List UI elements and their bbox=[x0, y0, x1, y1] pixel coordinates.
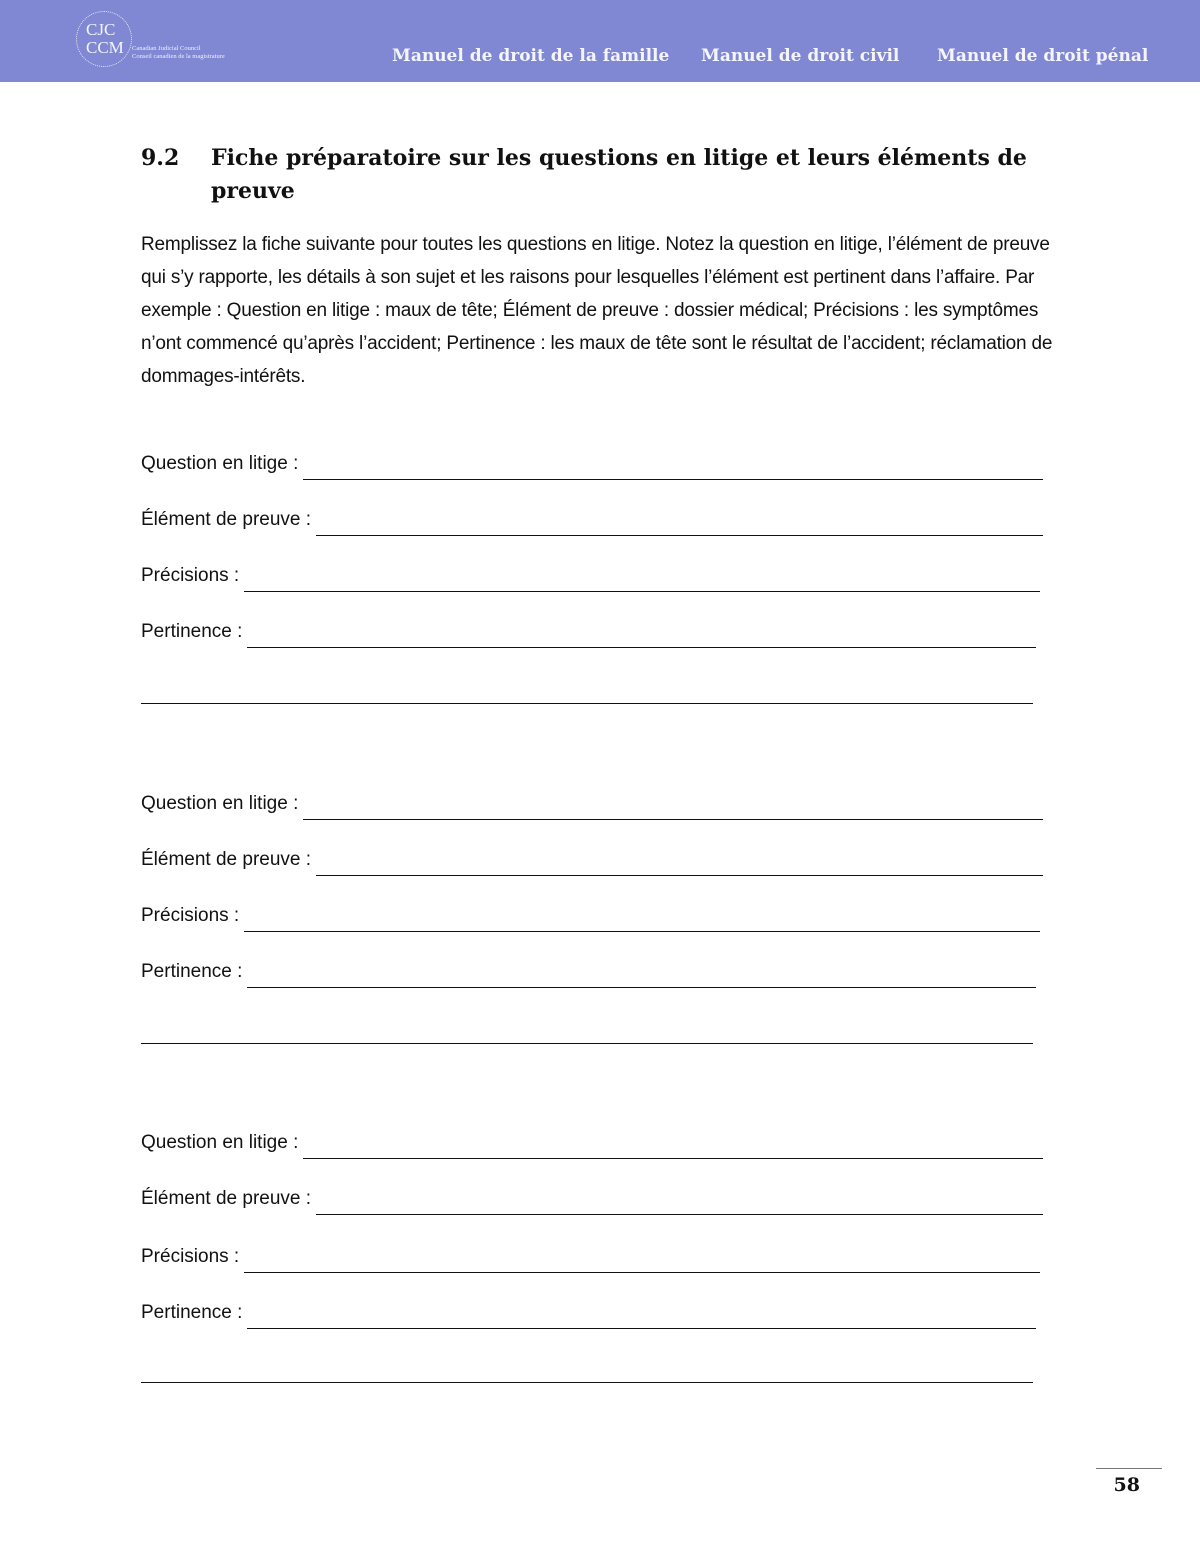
details-field-3[interactable] bbox=[141, 1239, 1040, 1273]
page-number: 58 bbox=[1113, 1474, 1140, 1496]
details-blank-line[interactable] bbox=[244, 563, 1040, 592]
relevance-label: Pertinence : bbox=[141, 1302, 243, 1323]
logo-name-en: Canadian Judicial Council bbox=[132, 45, 201, 52]
issue-blank-line[interactable] bbox=[303, 1130, 1043, 1159]
details-field-2[interactable] bbox=[141, 898, 1040, 932]
evidence-blank-line[interactable] bbox=[316, 1186, 1043, 1215]
relevance-field-3[interactable] bbox=[141, 1295, 1036, 1329]
cjc-logo bbox=[76, 11, 296, 71]
relevance-continuation-line-1[interactable] bbox=[141, 703, 1033, 704]
nav-link-criminal-law[interactable]: Manuel de droit pénal bbox=[937, 46, 1149, 66]
details-label: Précisions : bbox=[141, 1246, 240, 1267]
issue-field-3[interactable] bbox=[141, 1125, 1043, 1159]
relevance-continuation-line-3[interactable] bbox=[141, 1382, 1033, 1383]
issue-blank-line[interactable] bbox=[303, 451, 1043, 480]
evidence-label: Élément de preuve : bbox=[141, 509, 312, 530]
footer-rule bbox=[1096, 1468, 1162, 1469]
evidence-label: Élément de preuve : bbox=[141, 849, 312, 870]
relevance-blank-line[interactable] bbox=[247, 1300, 1036, 1329]
evidence-blank-line[interactable] bbox=[316, 847, 1043, 876]
issue-label: Question en litige : bbox=[141, 453, 299, 474]
details-label: Précisions : bbox=[141, 565, 240, 586]
details-label: Précisions : bbox=[141, 905, 240, 926]
section-title: Fiche préparatoire sur les questions en litige et leurs éléments de preuve bbox=[211, 145, 1027, 204]
issue-label: Question en litige : bbox=[141, 793, 299, 814]
logo-names bbox=[132, 45, 225, 61]
logo-name-fr: Conseil canadien de la magistrature bbox=[132, 53, 225, 60]
page-header bbox=[0, 0, 1200, 82]
issue-blank-line[interactable] bbox=[303, 791, 1043, 820]
relevance-label: Pertinence : bbox=[141, 621, 243, 642]
logo-abbr-en: CJC bbox=[86, 20, 116, 39]
issue-field-1[interactable] bbox=[141, 446, 1043, 480]
logo-abbr-fr: CCM bbox=[86, 38, 124, 57]
nav-link-civil-law[interactable]: Manuel de droit civil bbox=[701, 46, 900, 66]
relevance-label: Pertinence : bbox=[141, 961, 243, 982]
details-field-1[interactable] bbox=[141, 558, 1040, 592]
evidence-field-3[interactable] bbox=[141, 1181, 1043, 1215]
nav-link-family-law[interactable]: Manuel de droit de la famille bbox=[392, 46, 670, 66]
evidence-blank-line[interactable] bbox=[316, 507, 1043, 536]
relevance-continuation-line-2[interactable] bbox=[141, 1043, 1033, 1044]
details-blank-line[interactable] bbox=[244, 1244, 1040, 1273]
issue-field-2[interactable] bbox=[141, 786, 1043, 820]
evidence-field-2[interactable] bbox=[141, 842, 1043, 876]
logo-abbreviations bbox=[86, 21, 124, 57]
evidence-label: Élément de preuve : bbox=[141, 1188, 312, 1209]
relevance-field-1[interactable] bbox=[141, 614, 1036, 648]
details-blank-line[interactable] bbox=[244, 903, 1040, 932]
relevance-field-2[interactable] bbox=[141, 954, 1036, 988]
relevance-blank-line[interactable] bbox=[247, 619, 1036, 648]
relevance-blank-line[interactable] bbox=[247, 959, 1036, 988]
section-number: 9.2 bbox=[141, 145, 180, 171]
intro-paragraph: Remplissez la fiche suivante pour toutes les questions en litige. Notez la question en litige, l’élément de preuve qui s’y rapporte, les détails à son sujet et les raisons pour lesquelles l’élément est pertinent dans l’affaire. Par exemple : Question en litige : maux de tête; Élément de preuve : dossier médical; Précisions : les symptômes n’ont commencé qu’après l’accident; Pertinence : les maux de tête sont le résultat de l’accident; réclamation de dommages-intérêts. bbox=[141, 234, 1053, 387]
evidence-field-1[interactable] bbox=[141, 502, 1043, 536]
issue-label: Question en litige : bbox=[141, 1132, 299, 1153]
